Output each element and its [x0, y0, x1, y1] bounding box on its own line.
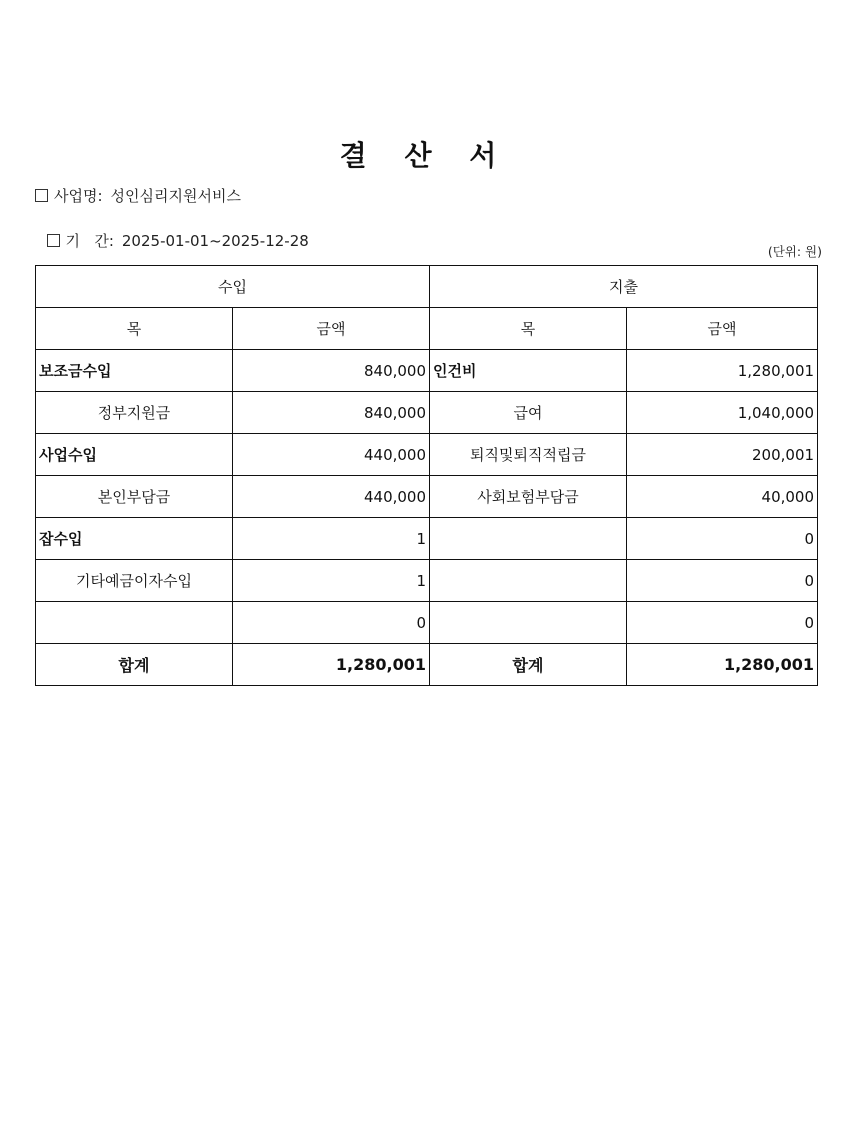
income-amount: 1 — [233, 560, 430, 602]
income-item — [36, 602, 233, 644]
business-name-value: 성인심리지원서비스 — [110, 187, 241, 205]
expense-item — [430, 560, 627, 602]
unit-note: (단위: 원) — [767, 244, 822, 259]
income-item: 잡수입 — [36, 518, 233, 560]
income-item: 본인부담금 — [36, 476, 233, 518]
income-header: 수입 — [36, 266, 430, 308]
expense-item-col-header: 목 — [430, 308, 627, 350]
table-row — [36, 476, 818, 518]
expense-amount: 200,001 — [627, 434, 818, 476]
table-row — [36, 518, 818, 560]
period-label: 기 간: — [65, 232, 114, 250]
income-total-amount: 1,280,001 — [233, 644, 430, 686]
expense-total-label: 합계 — [430, 644, 627, 686]
expense-amount: 0 — [627, 518, 818, 560]
income-item: 기타예금이자수입 — [36, 560, 233, 602]
income-amount: 840,000 — [233, 392, 430, 434]
expense-item: 인건비 — [430, 350, 627, 392]
table-row — [36, 392, 818, 434]
income-item-col-header: 목 — [36, 308, 233, 350]
expense-item: 사회보험부담금 — [430, 476, 627, 518]
table-row — [36, 602, 818, 644]
expense-total-amount: 1,280,001 — [627, 644, 818, 686]
expense-item — [430, 518, 627, 560]
business-name-line — [35, 185, 241, 206]
expense-item: 퇴직및퇴직적립금 — [430, 434, 627, 476]
business-name-label: 사업명: — [54, 187, 103, 205]
checkbox-icon — [47, 234, 60, 247]
table-row — [36, 434, 818, 476]
expense-amount: 1,040,000 — [627, 392, 818, 434]
income-item: 보조금수입 — [36, 350, 233, 392]
total-row — [36, 644, 818, 686]
settlement-table — [35, 265, 818, 686]
expense-amount: 0 — [627, 560, 818, 602]
period-line — [37, 212, 309, 251]
income-item: 정부지원금 — [36, 392, 233, 434]
table-row — [36, 560, 818, 602]
section-header-row — [36, 266, 818, 308]
income-amount: 0 — [233, 602, 430, 644]
expense-item — [430, 602, 627, 644]
table-row — [36, 350, 818, 392]
column-header-row — [36, 308, 818, 350]
income-amount-col-header: 금액 — [233, 308, 430, 350]
income-amount: 840,000 — [233, 350, 430, 392]
expense-amount: 40,000 — [627, 476, 818, 518]
expense-amount: 1,280,001 — [627, 350, 818, 392]
income-item: 사업수입 — [36, 434, 233, 476]
income-amount: 1 — [233, 518, 430, 560]
expense-amount-col-header: 금액 — [627, 308, 818, 350]
period-value: 2025-01-01~2025-12-28 — [121, 232, 309, 250]
expense-amount: 0 — [627, 602, 818, 644]
income-amount: 440,000 — [233, 476, 430, 518]
income-amount: 440,000 — [233, 434, 430, 476]
income-total-label: 합계 — [36, 644, 233, 686]
expense-header: 지출 — [430, 266, 818, 308]
document-title: 결 산 서 — [339, 139, 511, 172]
expense-item: 급여 — [430, 392, 627, 434]
checkbox-icon — [35, 189, 48, 202]
